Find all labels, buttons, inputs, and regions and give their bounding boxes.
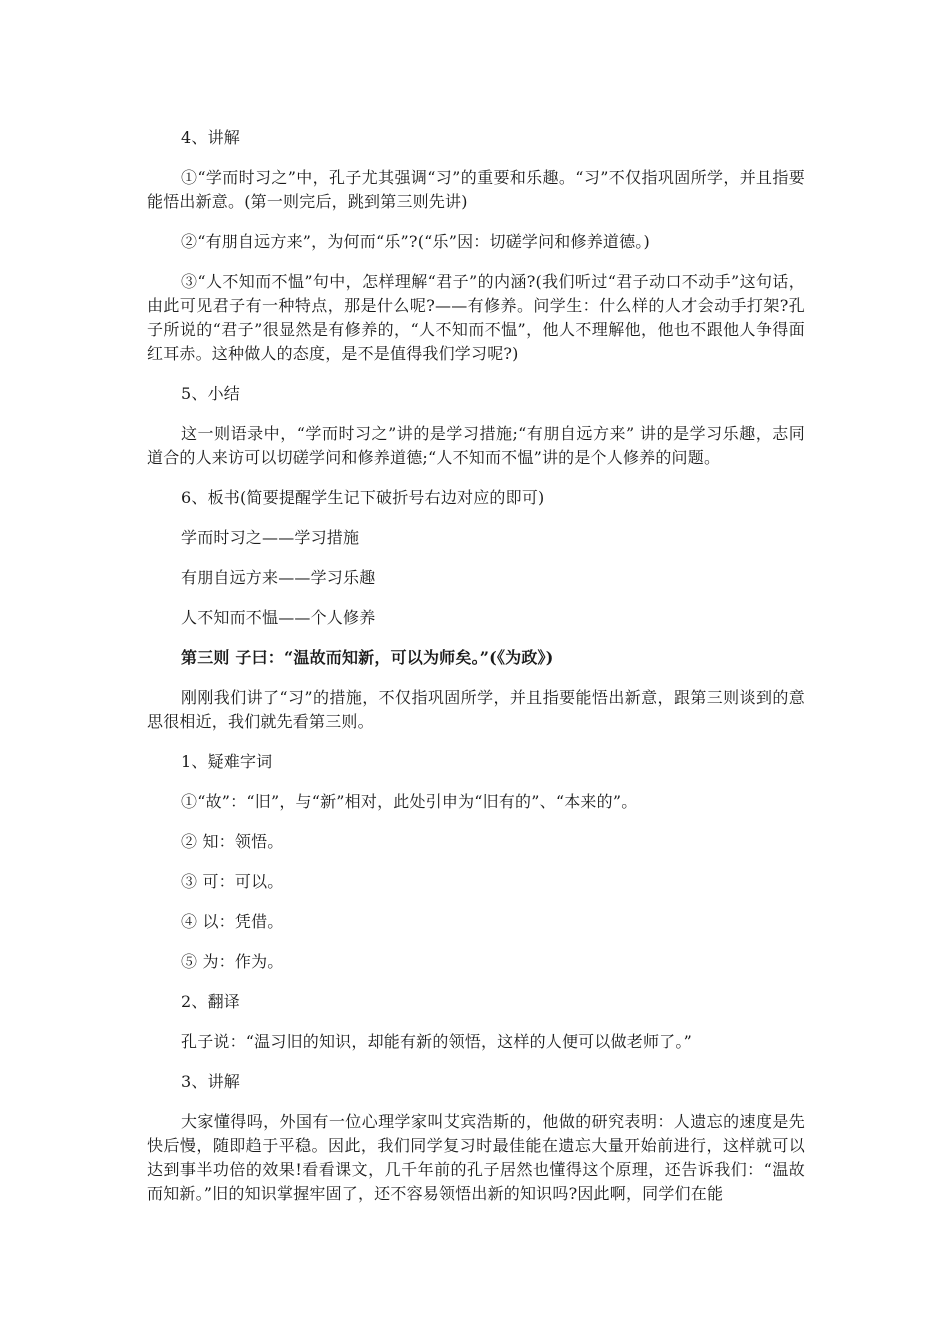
board-line: 人不知而不愠——个人修养 bbox=[181, 608, 376, 627]
third-passage-intro: 刚刚我们讲了“习”的措施，不仅指巩固所学，并且指要能悟出新意，跟第三则谈到的意思很相近，我们就先看第三则。 bbox=[147, 688, 805, 731]
section-heading-board: 6、板书(简要提醒学生记下破折号右边对应的即可) bbox=[181, 488, 545, 507]
board-line: 学而时习之——学习措施 bbox=[181, 528, 360, 547]
section-heading-summary: 5、小结 bbox=[181, 384, 240, 403]
section-heading-difficult-words: 1、疑难字词 bbox=[181, 752, 273, 771]
explanation-paragraph-2: ②“有朋自远方来”，为何而“乐”?(“乐”因：切磋学问和修养道德。) bbox=[181, 232, 650, 251]
word-item: ③ 可：可以。 bbox=[181, 872, 284, 891]
explanation-text: 大家懂得吗，外国有一位心理学家叫艾宾浩斯的，他做的研究表明：人遗忘的速度是先快后慢，随即趋于平稳。因此，我们同学复习时最佳能在遗忘大量开始前进行，这样就可以达到事半功倍的效果!看看课文，几千年前的孔子居然也懂得这个原理，还告诉我们：“温故而知新。”旧的知识掌握牢固了，还不容易领悟出新的知识吗?因此啊，同学们在能 bbox=[147, 1112, 805, 1203]
translation-text: 孔子说：“温习旧的知识，却能有新的领悟，这样的人便可以做老师了。” bbox=[181, 1032, 692, 1051]
explanation-paragraph-3: ③“人不知而不愠”句中，怎样理解“君子”的内涵?(我们听过“君子动口不动手”这句话，由此可见君子有一种特点，那是什么呢?——有修养。问学生：什么样的人才会动手打架?孔子所说的“君子”很显然是有修养的，“人不知而不愠”，他人不理解他，他也不跟他人争得面红耳赤。这种做人的态度，是不是值得我们学习呢?) bbox=[147, 272, 805, 363]
explanation-paragraph-1: ①“学而时习之”中，孔子尤其强调“习”的重要和乐趣。“习”不仅指巩固所学，并且指要能悟出新意。(第一则完后，跳到第三则先讲) bbox=[147, 168, 805, 211]
section-heading-explanation-3: 3、讲解 bbox=[181, 1072, 240, 1091]
word-item: ④ 以：凭借。 bbox=[181, 912, 284, 931]
word-item: ①“故”：“旧”，与“新”相对，此处引申为“旧有的”、“本来的”。 bbox=[181, 792, 638, 811]
summary-paragraph: 这一则语录中，“学而时习之”讲的是学习措施;“有朋自远方来” 讲的是学习乐趣，志同道合的人来访可以切磋学问和修养道德;“人不知而不愠”讲的是个人修养的问题。 bbox=[147, 424, 805, 467]
document-page bbox=[147, 126, 805, 1222]
word-item: ② 知：领悟。 bbox=[181, 832, 284, 851]
section-heading-translation: 2、翻译 bbox=[181, 992, 240, 1011]
third-passage-title: 第三则 子曰：“温故而知新，可以为师矣。”(《为政》) bbox=[181, 648, 554, 667]
word-item: ⑤ 为：作为。 bbox=[181, 952, 284, 971]
board-line: 有朋自远方来——学习乐趣 bbox=[181, 568, 376, 587]
section-heading-explanation: 4、讲解 bbox=[181, 128, 240, 147]
